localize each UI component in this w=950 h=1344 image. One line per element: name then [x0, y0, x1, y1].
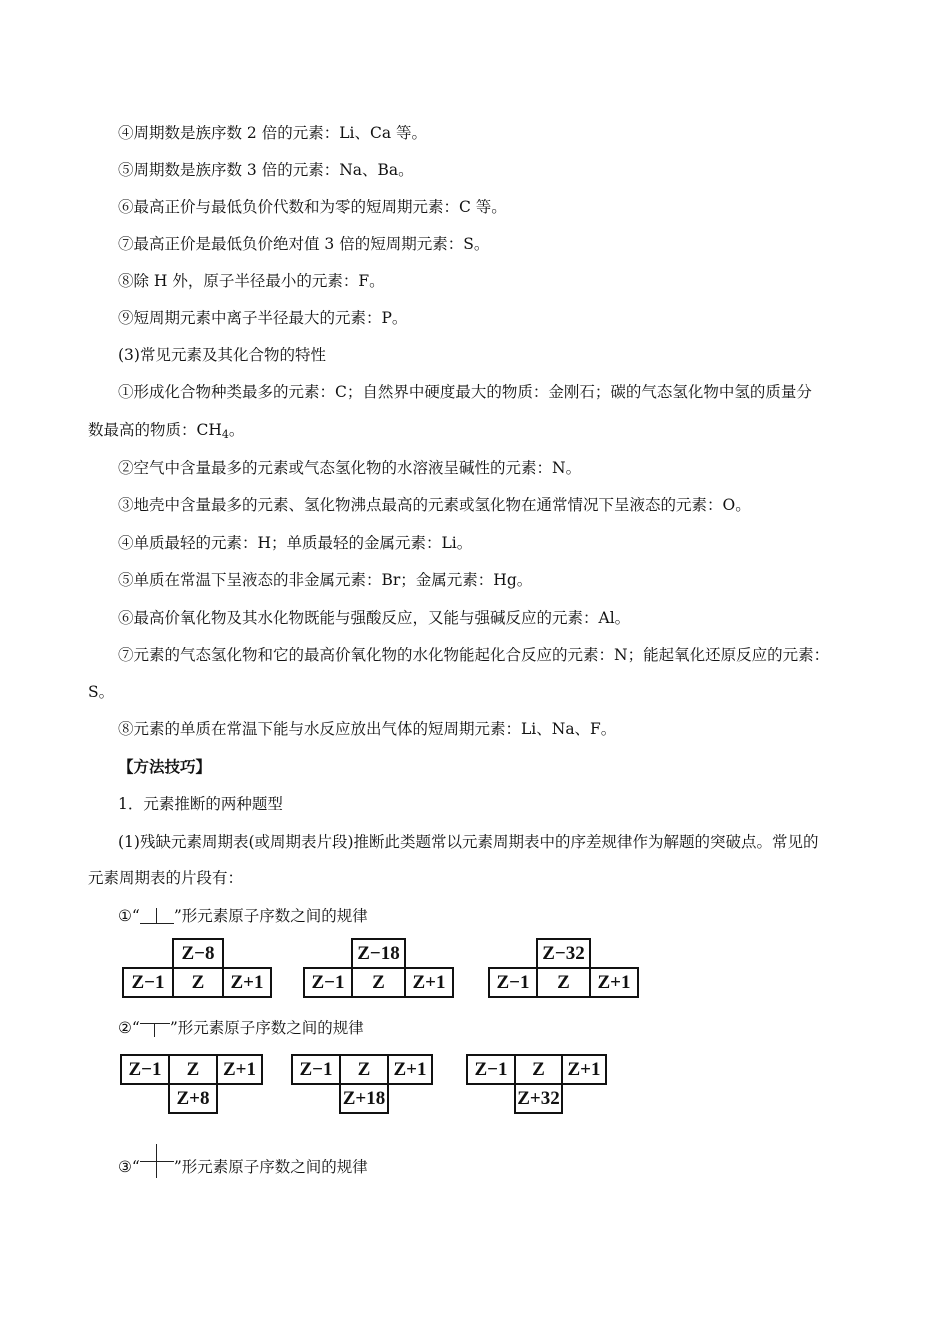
fragment-cell-right: Z+1 — [387, 1054, 433, 1085]
inverted-t-shape-icon — [140, 908, 174, 926]
rule-suffix: ”形元素原子序数之间的规律 — [173, 907, 368, 925]
fragment-cell-top: Z−18 — [351, 938, 406, 969]
rule-prefix: ①“ — [118, 907, 140, 925]
rule-suffix: ”形元素原子序数之间的规律 — [173, 1158, 368, 1176]
text-line: S。 — [88, 683, 115, 701]
fragment-cell-center: Z — [172, 967, 224, 998]
text-line: ⑤周期数是族序数 3 倍的元素：Na、Ba。 — [118, 161, 414, 179]
text-line: ⑦最高正价是最低负价绝对值 3 倍的短周期元素：S。 — [118, 235, 490, 253]
fragment-cell-bottom: Z+18 — [339, 1083, 389, 1114]
text-line: ⑥最高正价与最低负价代数和为零的短周期元素：C 等。 — [118, 198, 507, 216]
text-line: ⑥最高价氧化物及其水化物既能与强酸反应，又能与强碱反应的元素：Al。 — [118, 609, 631, 627]
fragment-cell-left: Z−1 — [120, 1054, 170, 1085]
fragment-cell-center: Z — [514, 1054, 563, 1085]
text-line: 元素周期表的片段有： — [88, 869, 244, 887]
text-line: ①形成化合物种类最多的元素：C；自然界中硬度最大的物质：金刚石；碳的气态氢化物中氢的质量分 — [118, 383, 812, 401]
fragment-cell-right: Z+1 — [404, 967, 454, 998]
text-line: (1)残缺元素周期表(或周期表片段)推断此类题常以元素周期表中的序差规律作为解题的突破点。常见的 — [118, 833, 819, 851]
rule-prefix: ②“ — [118, 1019, 140, 1037]
rule-prefix: ③“ — [118, 1158, 140, 1176]
subscript: 4 — [221, 428, 229, 441]
fragment-cell-right: Z+1 — [561, 1054, 607, 1085]
fragment-cell-left: Z−1 — [466, 1054, 516, 1085]
text-line: ⑤单质在常温下呈液态的非金属元素：Br；金属元素：Hg。 — [118, 571, 533, 589]
rule-line-2 — [118, 1018, 364, 1038]
fragment-cell-bottom: Z+8 — [168, 1083, 218, 1114]
text-line: ③地壳中含量最多的元素、氢化物沸点最高的元素或氢化物在通常情况下呈液态的元素：O。 — [118, 496, 751, 514]
method-heading: 【方法技巧】 — [118, 757, 212, 776]
fragment-cell-center: Z — [351, 967, 406, 998]
fragment-cell-center: Z — [168, 1054, 218, 1085]
rule-suffix: ”形元素原子序数之间的规律 — [169, 1019, 364, 1037]
fragment-cell-top: Z−32 — [536, 938, 591, 969]
text-part: 数最高的物质：CH — [88, 421, 222, 439]
rule-line-1 — [118, 906, 368, 926]
fragment-cell-right: Z+1 — [589, 967, 639, 998]
text-line: ②空气中含量最多的元素或气态氢化物的水溶液呈碱性的元素：N。 — [118, 459, 582, 477]
fragment-cell-bottom: Z+32 — [514, 1083, 563, 1114]
text-line: ⑧元素的单质在常温下能与水反应放出气体的短周期元素：Li、Na、F。 — [118, 720, 617, 738]
fragment-cell-left: Z−1 — [122, 967, 174, 998]
text-line: 1．元素推断的两种题型 — [118, 795, 283, 813]
fragment-cell-center: Z — [339, 1054, 389, 1085]
rule-line-3 — [118, 1144, 368, 1178]
fragment-cell-left: Z−1 — [303, 967, 353, 998]
fragment-cell-left: Z−1 — [291, 1054, 341, 1085]
fragment-cell-right: Z+1 — [216, 1054, 263, 1085]
text-line: ④周期数是族序数 2 倍的元素：Li、Ca 等。 — [118, 124, 427, 142]
text-line: ⑦元素的气态氢化物和它的最高价氧化物的水化物能起化合反应的元素：N；能起氧化还原反应的元素： — [118, 646, 830, 664]
text-line: ⑧除 H 外，原子半径最小的元素：F。 — [118, 272, 385, 290]
cross-shape-icon — [140, 1144, 174, 1178]
text-part: 。 — [228, 421, 245, 439]
fragment-cell-left: Z−1 — [488, 967, 538, 998]
fragment-cell-right: Z+1 — [222, 967, 272, 998]
t-shape-icon — [140, 1020, 170, 1038]
text-line: ④单质最轻的元素：H；单质最轻的金属元素：Li。 — [118, 534, 473, 552]
fragment-cell-center: Z — [536, 967, 591, 998]
section-heading: (3)常见元素及其化合物的特性 — [118, 346, 326, 364]
text-line: ⑨短周期元素中离子半径最大的元素：P。 — [118, 309, 408, 327]
text-line — [88, 420, 244, 445]
fragment-cell-top: Z−8 — [172, 938, 224, 969]
